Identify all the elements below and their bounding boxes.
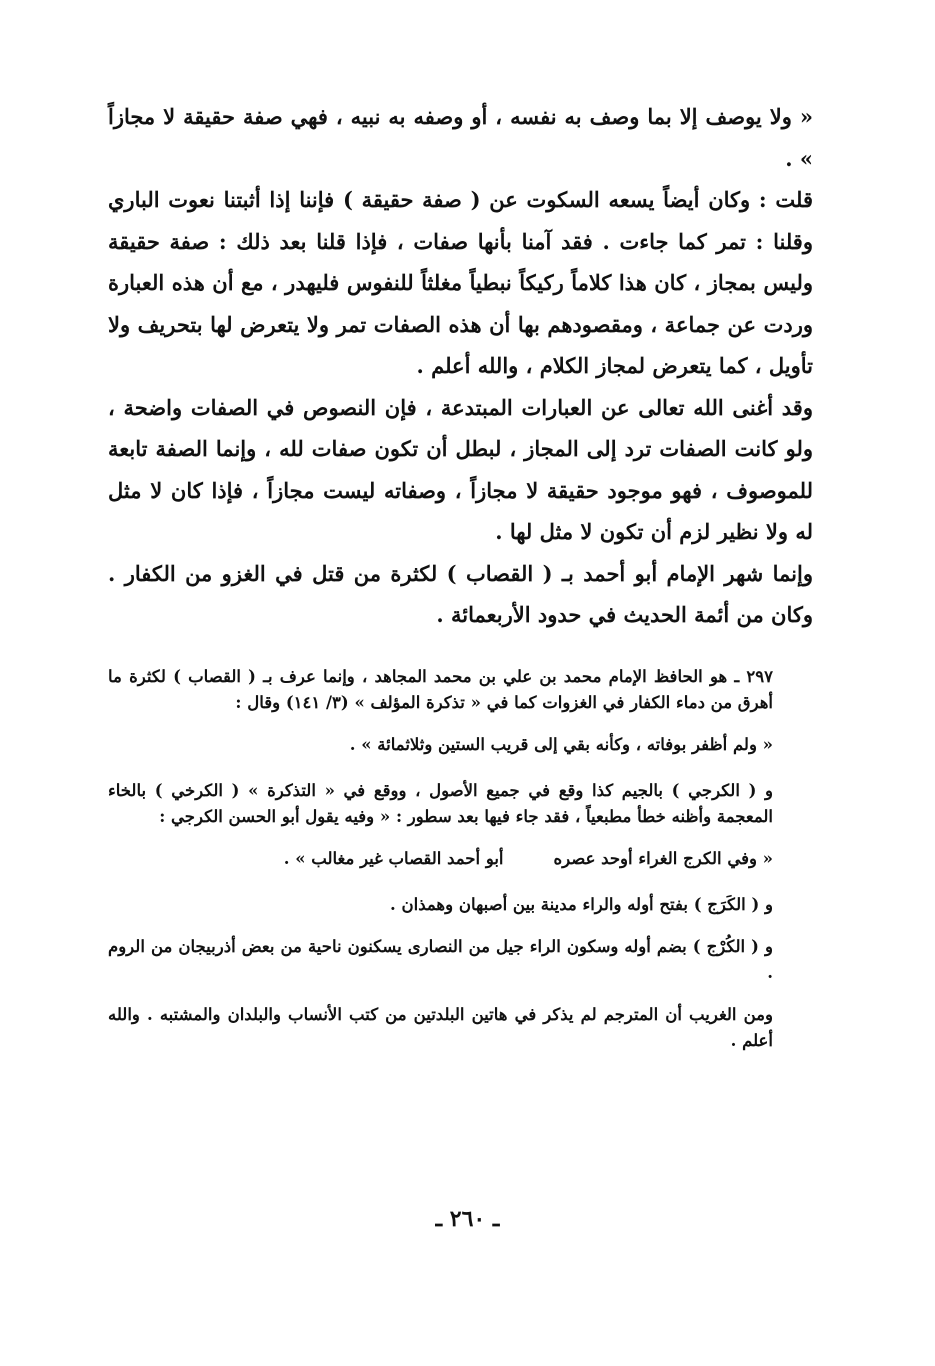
- footnote-conclusion: ومن الغريب أن المترجم لم يذكر في هاتين البلدتين من كتب الأنساب والبلدان والمشتبه . والله أعلم .: [108, 1005, 773, 1050]
- footnote-kurj: و ( الكُرْج ) بضم أوله وسكون الراء جيل من النصارى يسكنون ناحية من بعض أذربيجان من الروم .: [108, 937, 773, 982]
- page-number: ـ ٢٦٠ ـ: [435, 1206, 500, 1232]
- footnote-quote: « ولم أظفر بوفاته ، وكأنه بقي إلى قريب الستين وثلاثمائة » .: [349, 735, 773, 754]
- paragraph-quote: « ولا يوصف إلا بما وصف به نفسه ، أو وصفه به نبيه ، فهي صفة حقيقة لا مجازاً » .: [108, 104, 813, 171]
- footnote-karaji: و ( الكرجي ) بالجيم كذا وقع في جميع الأصول ، ووقع في « التذكرة » ( الكرخي ) بالخاء المعجمة وأظنه خطأ مطبعياً ، فقد جاء فيها بعد سطور : « وفيه يقول أبو الحسن الكرجي :: [108, 781, 773, 826]
- verse-second-hemistich: أبو أحمد القصاب غير مغالب » .: [283, 849, 504, 868]
- footnote-karaj: و ( الكَرَج ) بفتح أوله والراء مدينة بين أصبهان وهمذان .: [390, 895, 773, 914]
- verse-first-hemistich: « وفي الكرج الغراء أوحد عصره: [553, 849, 773, 868]
- paragraph-qassab: وإنما شهر الإمام أبو أحمد بـ ( القصاب ) لكثرة من قتل في الغزو من الكفار . وكان من أئمة الحديث في حدود الأربعمائة .: [108, 560, 813, 627]
- main-text-body: [108, 96, 813, 636]
- paragraph-scripture: وقد أغنى الله تعالى عن العبارات المبتدعة ، فإن النصوص في الصفات واضحة ، ولو كانت الصفات ترد إلى المجاز ، لبطل أن تكون صفات لله ، وإنما الصفة تابعة للموصوف ، فهو موجود حقيقة لا مجازاً ، وصفاته ليست مجازاً ، فإذا كان لا مثل له ولا نظير لزم أن تكون لا مثل لها .: [108, 394, 813, 544]
- footnote-297: ٢٩٧ ـ هو الحافظ الإمام محمد بن علي بن محمد المجاهد ، وإنما عرف بـ ( القصاب ) لكثرة ما أهرق من دماء الكفار في الغزوات كما في « تذكرة المؤلف » (٣/ ١٤١) وقال :: [108, 667, 773, 712]
- footnotes-section: [108, 664, 813, 1070]
- poetry-verse: [108, 846, 813, 872]
- paragraph-comment: قلت : وكان أيضاً يسعه السكوت عن ( صفة حقيقة ) فإننا إذا أثبتنا نعوت الباري وقلنا : تمر كما جاءت . فقد آمنا بأنها صفات ، فإذا قلنا بعد ذلك : صفة حقيقة وليس بمجاز ، كان هذا كلاماً ركيكاً نبطياً مغلثاً للنفوس فليهدر ، مع أن هذه العبارة وردت عن جماعة ، ومقصودهم بها أن هذه الصفات تمر ولا يتعرض لها بتحريف ولا تأويل ، كما يتعرض لمجاز الكلام ، والله أعلم .: [108, 187, 813, 378]
